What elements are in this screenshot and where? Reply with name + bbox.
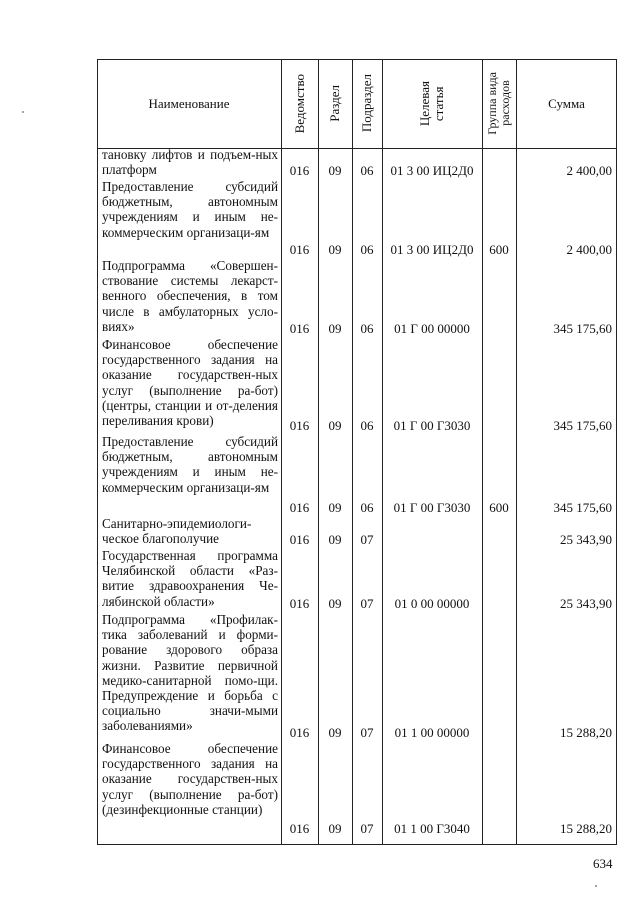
row-celevaya: 01 Г 00 Г3030 bbox=[393, 500, 471, 515]
row-razdel: 09 bbox=[328, 500, 342, 515]
header-podrazdel-text: Подраздел bbox=[359, 74, 374, 133]
row-name: Подпрограмма «Совершен-ствование системы лекарст-венного обеспечения, в том числе в амбулаторных усло-виях» bbox=[102, 258, 278, 334]
row-vedomstvo: 016 bbox=[289, 821, 310, 836]
row-podrazdel: 06 bbox=[360, 500, 374, 515]
row-vedomstvo: 016 bbox=[289, 596, 310, 611]
row-podrazdel: 07 bbox=[360, 821, 374, 836]
row-summa: 25 343,90 bbox=[560, 532, 612, 547]
row-name: Санитарно-эпидемиологи-ческое благополучие bbox=[102, 516, 252, 547]
row-vedomstvo: 016 bbox=[289, 321, 310, 336]
header-gruppa-line1: Группа вида bbox=[485, 72, 499, 135]
header-gruppa-text bbox=[486, 72, 512, 135]
header-celevaya-text bbox=[418, 81, 446, 126]
scan-speck bbox=[22, 111, 24, 113]
row-razdel: 09 bbox=[328, 163, 342, 178]
header-name: Наименование bbox=[148, 95, 230, 111]
row-name: Предоставление субсидий бюджетным, автономным учреждениям и иным не-коммерческим организаци-ям bbox=[102, 179, 278, 240]
row-podrazdel: 06 bbox=[360, 163, 374, 178]
row-summa: 345 175,60 bbox=[553, 418, 612, 433]
header-gruppa bbox=[482, 59, 516, 148]
row-podrazdel: 06 bbox=[360, 242, 374, 257]
row-vedomstvo: 016 bbox=[289, 500, 310, 515]
row-vedomstvo: 016 bbox=[289, 242, 310, 257]
row-celevaya: 01 0 00 00000 bbox=[394, 596, 470, 611]
row-name: Предоставление субсидий бюджетным, автономным учреждениям и иным не-коммерческим организаци-ям bbox=[102, 434, 278, 495]
header-celevaya-line1: Целевая bbox=[417, 80, 432, 127]
row-podrazdel: 07 bbox=[360, 596, 374, 611]
col-divider bbox=[482, 59, 483, 845]
row-summa: 25 343,90 bbox=[560, 596, 612, 611]
row-razdel: 09 bbox=[328, 821, 342, 836]
row-celevaya: 01 Г 00 Г3030 bbox=[393, 418, 471, 433]
row-summa: 2 400,00 bbox=[566, 242, 612, 257]
row-vedomstvo: 016 bbox=[289, 418, 310, 433]
header-podrazdel bbox=[352, 59, 382, 148]
row-podrazdel: 07 bbox=[360, 532, 374, 547]
row-summa: 15 288,20 bbox=[560, 725, 612, 740]
row-vedomstvo: 016 bbox=[289, 532, 310, 547]
row-summa: 15 288,20 bbox=[560, 821, 612, 836]
row-summa: 345 175,60 bbox=[553, 321, 612, 336]
row-name: Финансовое обеспечение государственного задания на оказание государствен-ных услуг (выполнение ра-бот) (центры, станции и от-деления переливания крови) bbox=[102, 337, 278, 429]
row-vedomstvo: 016 bbox=[289, 725, 310, 740]
scan-speck bbox=[595, 885, 597, 887]
row-name: Финансовое обеспечение государственного задания на оказание государствен-ных услуг (выполнение ра-бот) (дезинфекционные станции) bbox=[102, 741, 278, 817]
header-gruppa-line2: расходов bbox=[498, 80, 512, 127]
row-gruppa: 600 bbox=[489, 242, 509, 257]
row-razdel: 09 bbox=[328, 242, 342, 257]
row-podrazdel: 07 bbox=[360, 725, 374, 740]
row-name: Государственная программа Челябинской области «Раз-витие здравоохранения Че-лябинской области» bbox=[102, 548, 278, 609]
row-vedomstvo: 016 bbox=[289, 163, 310, 178]
header-vedomstvo-text: Ведомство bbox=[291, 73, 307, 134]
header-summa: Сумма bbox=[548, 95, 585, 111]
row-summa: 345 175,60 bbox=[553, 500, 612, 515]
row-razdel: 09 bbox=[328, 596, 342, 611]
row-podrazdel: 06 bbox=[360, 321, 374, 336]
page-number: 634 bbox=[593, 856, 613, 871]
row-celevaya: 01 3 00 ИЦ2Д0 bbox=[390, 242, 474, 257]
row-celevaya: 01 3 00 ИЦ2Д0 bbox=[390, 163, 474, 178]
header-razdel bbox=[318, 59, 352, 148]
row-razdel: 09 bbox=[328, 321, 342, 336]
row-summa: 2 400,00 bbox=[566, 163, 612, 178]
row-celevaya: 01 Г 00 00000 bbox=[394, 321, 470, 336]
header-celevaya-line2: статья bbox=[431, 86, 446, 121]
row-name: тановку лифтов и подъем-ных платформ bbox=[102, 147, 278, 178]
header-razdel-text: Раздел bbox=[327, 85, 342, 122]
row-podrazdel: 06 bbox=[360, 418, 374, 433]
row-celevaya: 01 1 00 00000 bbox=[394, 725, 470, 740]
row-razdel: 09 bbox=[328, 725, 342, 740]
row-gruppa: 600 bbox=[489, 500, 509, 515]
row-name: Подпрограмма «Профилак-тика заболеваний и форми-рование здорового образа жизни. Развитие первичной медико-санитарной помо-щи. Предупреждение и борьба с социально значи-мыми заболеваниями» bbox=[102, 612, 278, 734]
header-celevaya bbox=[382, 59, 482, 148]
row-razdel: 09 bbox=[328, 532, 342, 547]
header-vedomstvo bbox=[281, 59, 318, 148]
row-celevaya: 01 1 00 Г3040 bbox=[394, 821, 470, 836]
row-razdel: 09 bbox=[328, 418, 342, 433]
